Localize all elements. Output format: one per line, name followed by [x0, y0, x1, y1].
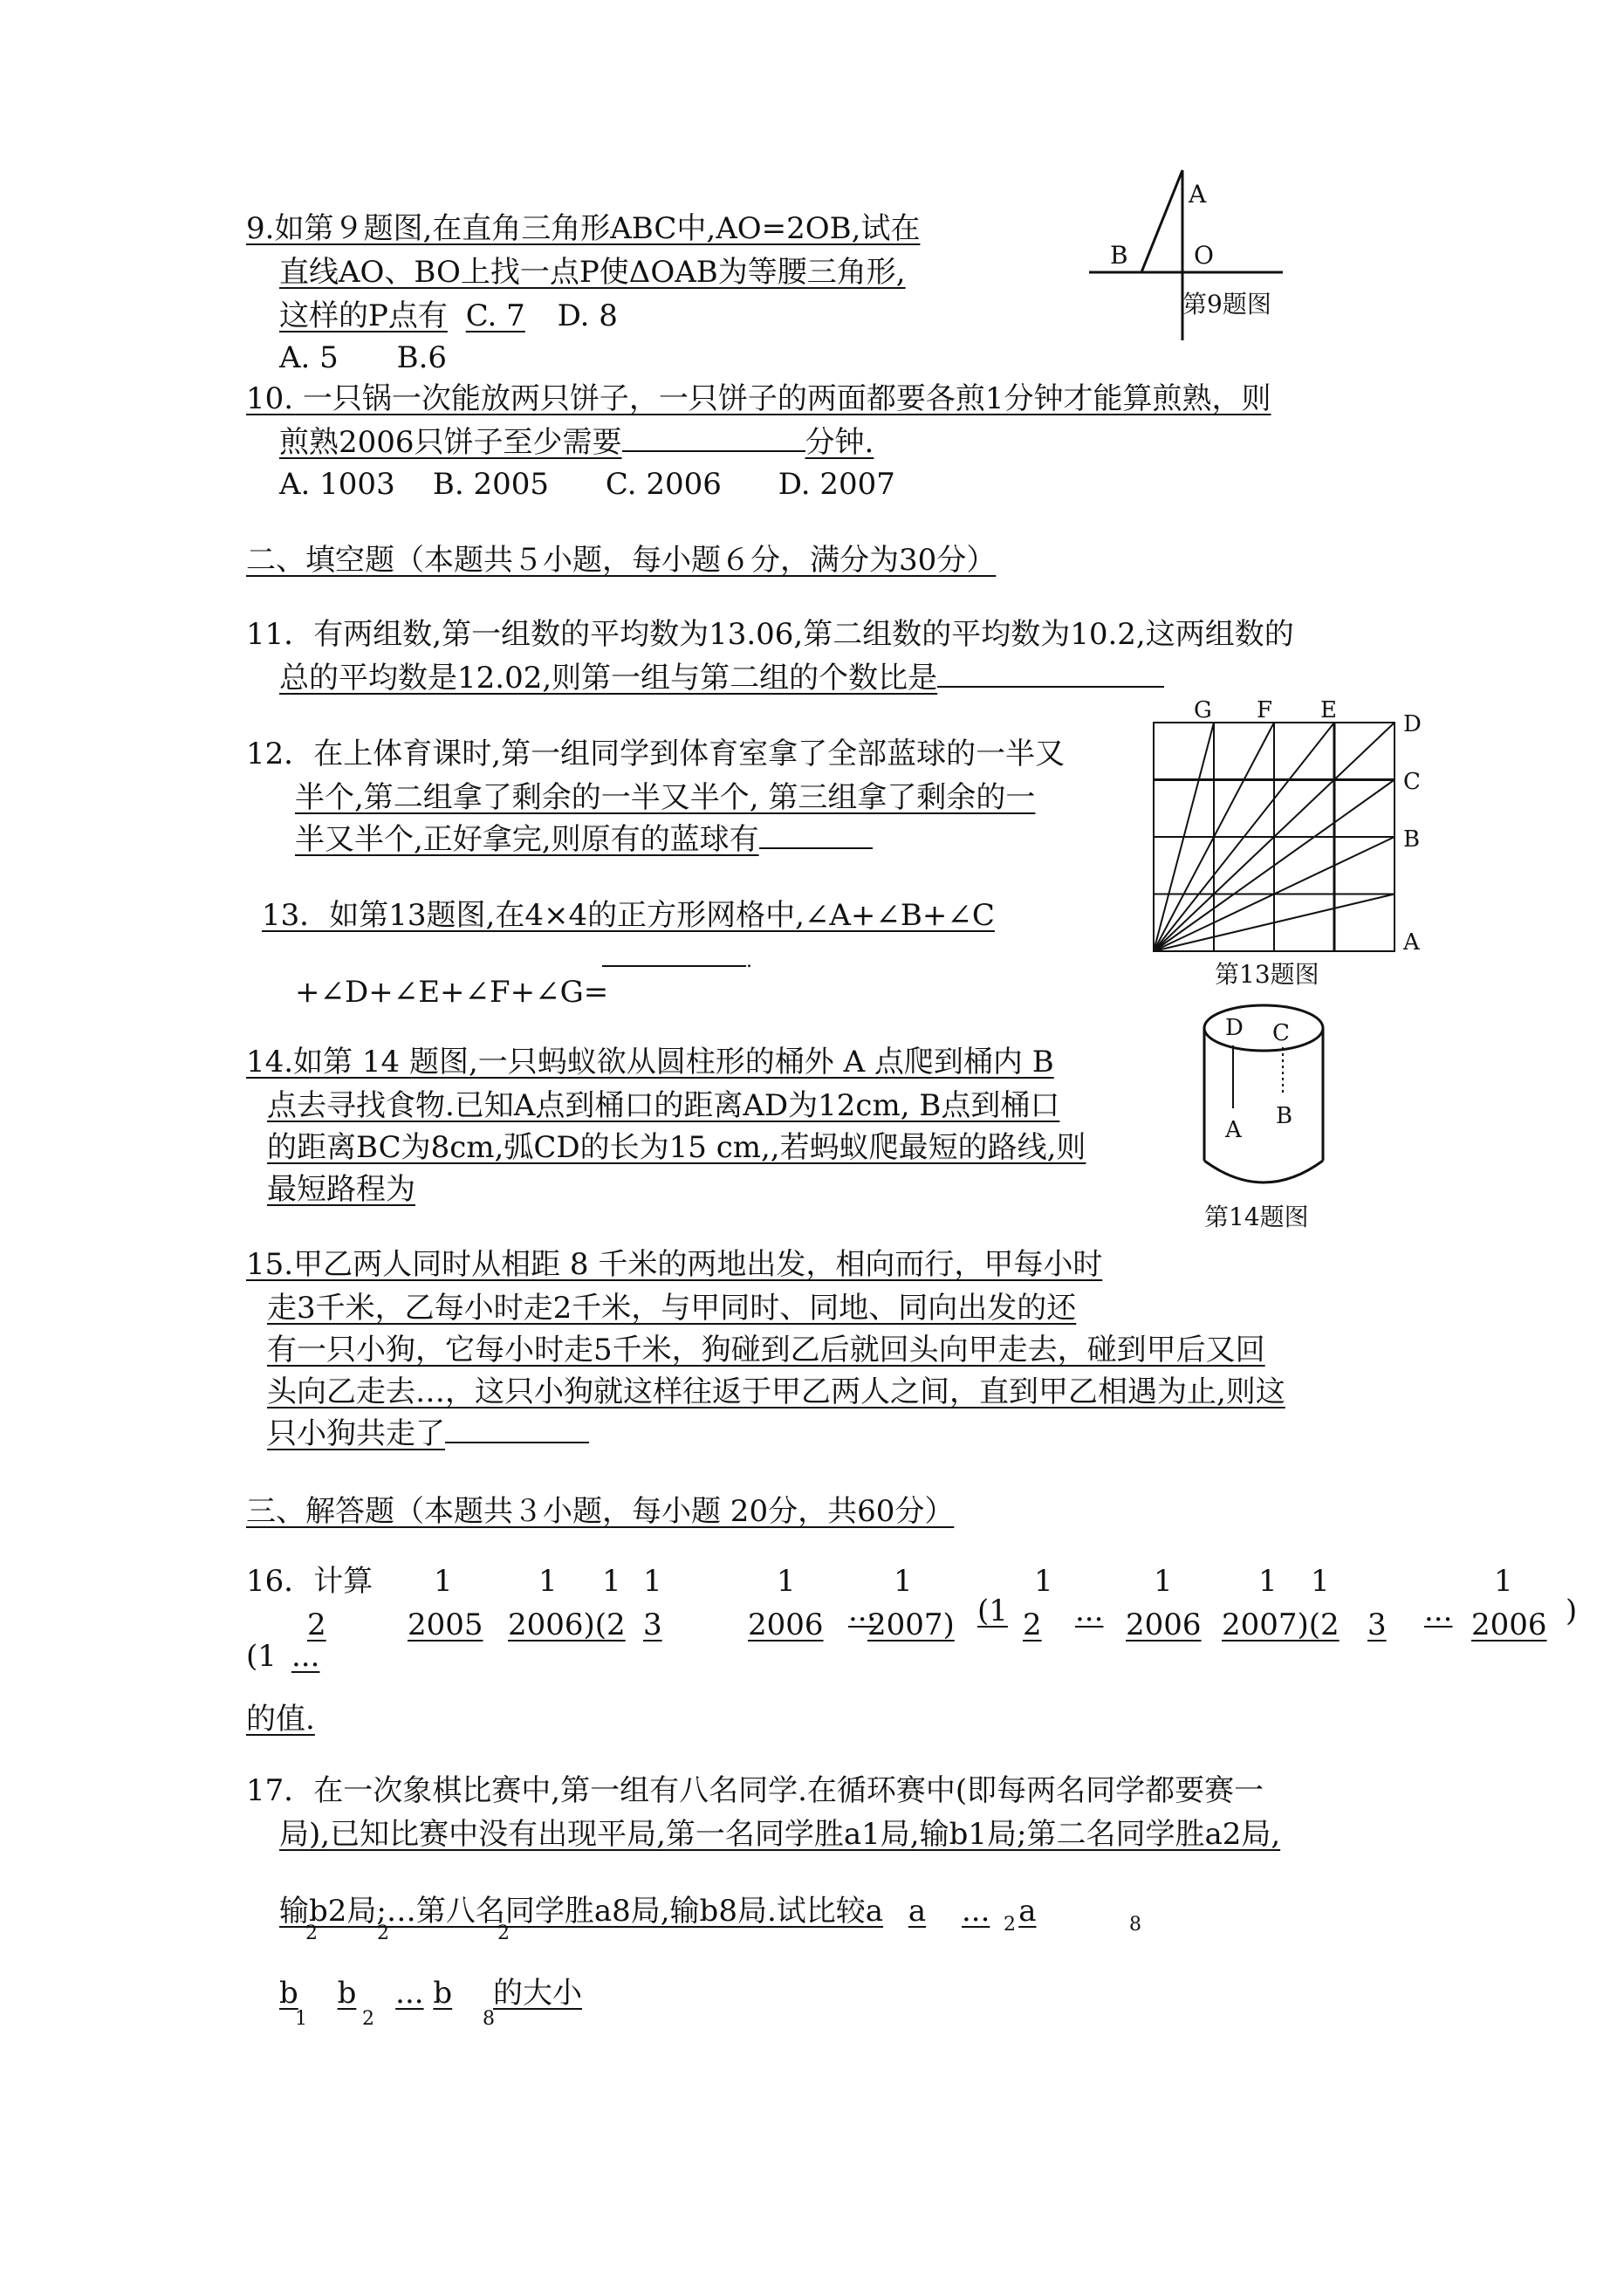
- q13-label-b: B: [1403, 826, 1421, 853]
- q17-b1: b: [279, 1976, 298, 2011]
- q13-label-c: C: [1403, 769, 1421, 795]
- q13-line1: 13．如第13题图,在4×4的正方形网格中,∠A+∠B+∠C: [262, 898, 995, 933]
- q16-numerator: 1: [538, 1564, 558, 1599]
- q16-dots-2: ...: [1075, 1593, 1104, 1628]
- q17-line1: 17．在一次象棋比赛中,第一组有八名同学.在循环赛中(即每两名同学都要赛一: [246, 1773, 1264, 1808]
- q9-option-d: D. 8: [557, 298, 618, 333]
- q16-dots-1: ...: [291, 1639, 320, 1674]
- q16-numerator: 1: [1034, 1564, 1053, 1599]
- q16-numerator: 1: [1154, 1564, 1173, 1599]
- q11-line1: 11．有两组数,第一组数的平均数为13.06,第二组数的平均数为10.2,这两组数的: [246, 617, 1294, 652]
- q14-label-c: C: [1272, 1020, 1290, 1046]
- q16-dots-3: ...: [1424, 1593, 1453, 1628]
- q16-denominator: 2006: [1126, 1607, 1202, 1642]
- q13-line2: +∠D+∠E+∠F+∠G=: [295, 975, 609, 1010]
- q16-denominator: 2006: [1471, 1607, 1547, 1642]
- q14-cylinder-bottom: [1204, 1161, 1323, 1182]
- q16-numerator: 1: [1258, 1564, 1278, 1599]
- q9-hypotenuse: [1141, 170, 1182, 272]
- q10-line1: 10. 一只锅一次能放两只饼子，一只饼子的两面都要各煎1分钟才能算煎熟，则: [246, 381, 1271, 416]
- q17-a8: a: [1018, 1894, 1037, 1929]
- q9-line2: 直线AO、BO上找一点P使ΔOAB为等腰三角形,: [279, 255, 906, 290]
- q15-line2: 走3千米，乙每小时走2千米，与甲同时、同地、同向出发的还: [267, 1291, 1077, 1326]
- q9-label-b: B: [1110, 241, 1128, 270]
- q15-line1: 15.甲乙两人同时从相距 8 千米的两地出发，相向而行，甲每小时: [246, 1247, 1103, 1282]
- q10-options: A. 1003 B. 2005 C. 2006 D. 2007: [279, 467, 895, 502]
- q15-answer-blank: [445, 1415, 589, 1443]
- q16-close-paren: ): [1566, 1593, 1578, 1628]
- q9-caption: 第9题图: [1182, 290, 1271, 319]
- q17-dots-b: ...: [395, 1976, 424, 2011]
- q17-line3: 输b2局;…第八名同学胜a8局,输b8局.试比较a a ... a: [279, 1894, 1037, 1929]
- q13-label-d: D: [1403, 711, 1422, 737]
- q12-line1: 12．在上体育课时,第一组同学到体育室拿了全部蓝球的一半又: [246, 737, 1066, 771]
- q16-numerator: 1: [643, 1564, 662, 1599]
- q16-open-paren-1: (1: [246, 1639, 277, 1674]
- q16-numerator: 1: [1494, 1564, 1513, 1599]
- q17-line4: b b ... b 的大小: [279, 1976, 582, 2011]
- q16-denominator: 3: [643, 1607, 662, 1642]
- q16-open-paren-2: (1: [977, 1593, 1008, 1628]
- q9-line3: 这样的P点有 C. 7 D. 8: [279, 298, 618, 333]
- q16-dots-4: ...: [848, 1593, 877, 1628]
- q11-line2: 总的平均数是12.02,则第一组与第二组的个数比是: [279, 659, 1164, 697]
- q14-figure: [1196, 995, 1353, 1230]
- q13-blank-row: .: [602, 938, 752, 977]
- q9-label-a: A: [1189, 180, 1207, 209]
- q16-denominator: 2: [307, 1607, 326, 1642]
- q16-numerator: 1: [777, 1564, 796, 1599]
- q14-line2: 点去寻找食物.已知A点到桶口的距离AD为12cm, B点到桶口: [267, 1088, 1060, 1123]
- q14-label-b: B: [1276, 1103, 1293, 1129]
- q15-line4: 头向乙走去…，这只小狗就这样往返于甲乙两人之间，直到甲乙相遇为止,则这: [267, 1374, 1285, 1409]
- q15-line3: 有一只小狗，它每小时走5千米，狗碰到乙后就回头向甲走去，碰到甲后又回: [267, 1333, 1265, 1367]
- q16-denominator: 2005: [408, 1607, 483, 1642]
- q14-label-a: A: [1225, 1117, 1242, 1143]
- q16-numerator: 1: [602, 1564, 621, 1599]
- q9-label-o: O: [1194, 241, 1214, 270]
- q14-caption: 第14题图: [1204, 1203, 1309, 1230]
- q16-tail: 的值.: [246, 1702, 315, 1737]
- q17-dots: ...: [961, 1894, 990, 1929]
- q16-numerator: 1: [1311, 1564, 1330, 1599]
- q17-sub: 2: [377, 1922, 389, 1944]
- q13-label-g: G: [1194, 697, 1212, 723]
- q9-option-b: B.6: [396, 340, 448, 375]
- q13-label-f: F: [1257, 697, 1273, 723]
- q16-numerator: 1: [894, 1564, 913, 1599]
- q13-label-a: A: [1403, 929, 1420, 956]
- q16-denominator: 2006)(2: [508, 1607, 626, 1642]
- q17-a2: a: [908, 1894, 927, 1929]
- q16-denominator: 2: [1023, 1607, 1042, 1642]
- q17-sub: 1: [295, 2008, 307, 2030]
- q10-answer-blank: [622, 424, 805, 452]
- q12-line2: 半个,第二组拿了剩余的一半又半个, 第三组拿了剩余的一: [295, 780, 1036, 815]
- q12-answer-blank: [759, 821, 873, 849]
- q14-cylinder-top: [1204, 1005, 1323, 1051]
- q17-b8: b: [433, 1976, 453, 2011]
- q17-sub: 2: [1004, 1914, 1016, 1936]
- q16-denominator: 3: [1367, 1607, 1387, 1642]
- q14-line1: 14.如第 14 题图,一只蚂蚁欲从圆柱形的桶外 A 点爬到桶内 B: [246, 1045, 1054, 1079]
- section2-heading: 二、填空题（本题共５小题，每小题６分，满分为30分）: [246, 543, 997, 578]
- q9-figure: [1065, 166, 1300, 349]
- q13-caption: 第13题图: [1215, 960, 1319, 986]
- q16-numerator: 1: [434, 1564, 453, 1599]
- q16-denominator: 2007)(2: [1222, 1607, 1340, 1642]
- q16-denominator: 2006: [748, 1607, 824, 1642]
- q17-sub: 8: [1129, 1914, 1141, 1936]
- q9-options-ab: [279, 339, 447, 377]
- q9-line1: 9.如第９题图,在直角三角形ABC中,AO=2OB,试在: [246, 211, 921, 246]
- q17-sub: 2: [305, 1922, 318, 1944]
- q13-answer-blank: [602, 939, 746, 967]
- q14-line4: 最短路程为: [267, 1172, 415, 1207]
- q17-sub: 2: [362, 2008, 374, 2030]
- q17-b2: b: [337, 1976, 357, 2011]
- q12-line3: 半又半个,正好拿完,则原有的蓝球有: [295, 820, 873, 859]
- q13-figure: [1134, 689, 1449, 986]
- q16-expression: [246, 1562, 1607, 1693]
- q9-option-c: C. 7: [465, 298, 525, 333]
- q15-line5: 只小狗共走了: [267, 1415, 589, 1453]
- q13-label-e: E: [1320, 697, 1337, 723]
- q16-denominator: 2007): [867, 1607, 955, 1642]
- section3-heading: 三、解答题（本题共３小题，每小题 20分，共60分）: [246, 1494, 955, 1529]
- q17-sub: 2: [497, 1922, 510, 1944]
- q10-line2: 煎熟2006只饼子至少需要 分钟.: [279, 425, 874, 460]
- q14-label-d: D: [1225, 1015, 1244, 1041]
- q14-line3: 的距离BC为8cm,弧CD的长为15 cm,,若蚂蚁爬最短的路线,则: [267, 1130, 1086, 1165]
- q9-option-a: A. 5: [279, 340, 339, 375]
- q17-line2: 局),已知比赛中没有出现平局,第一名同学胜a1局,输b1局;第二名同学胜a2局,: [279, 1817, 1281, 1852]
- q17-sub: 8: [483, 2008, 495, 2030]
- q11-answer-blank: [937, 660, 1164, 688]
- q16-lead: 16．计算: [246, 1564, 373, 1599]
